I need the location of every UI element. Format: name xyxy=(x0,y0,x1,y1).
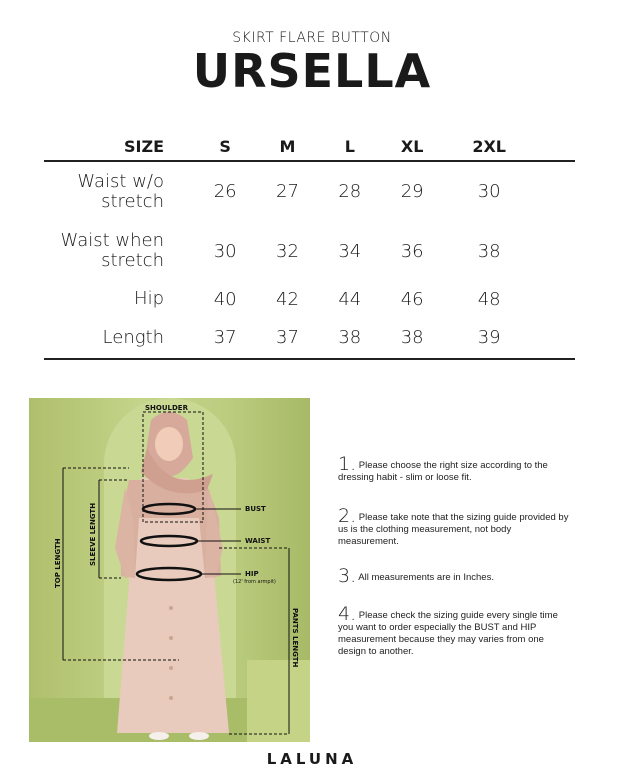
table-cell: 44 xyxy=(338,288,362,310)
brand-logo-text: LALUNA xyxy=(266,750,358,768)
table-row xyxy=(44,161,575,221)
table-row xyxy=(44,281,575,317)
table-cell: 26 xyxy=(213,181,237,202)
row-label: Waist when stretch xyxy=(60,230,164,271)
model-measurement-photo xyxy=(29,398,310,742)
table-spacer xyxy=(535,161,575,221)
product-subtitle: SKIRT FLARE BUTTON xyxy=(232,30,392,46)
table-cell: 37 xyxy=(194,317,256,359)
row-label: Length xyxy=(44,317,194,359)
pants-length-label: PANTS LENGTH xyxy=(291,608,299,668)
table-spacer xyxy=(535,281,575,317)
table-cell: 46 xyxy=(400,288,424,310)
table-cell: 39 xyxy=(443,317,535,359)
table-cell: 29 xyxy=(400,181,424,202)
table-row xyxy=(44,317,575,359)
size-chart-table xyxy=(44,133,575,360)
table-cell: 27 xyxy=(276,181,299,202)
note-item: 3. All measurements are in Inches. xyxy=(338,565,494,587)
table-cell: 38 xyxy=(477,240,501,262)
table-cell: 48 xyxy=(477,288,501,310)
table-cell: 32 xyxy=(276,240,299,262)
hip-note: (12' from armpit) xyxy=(233,579,276,585)
product-title: URSELLA xyxy=(192,44,432,98)
size-header-row xyxy=(44,133,575,161)
size-header-m: M xyxy=(256,133,318,161)
note-item: 4. Please check the sizing guide every single time you want to order especially the BUST and HIP measurement because they may varies from one design to another. xyxy=(338,603,558,657)
table-cell: 30 xyxy=(477,181,501,202)
size-header-s: S xyxy=(194,133,256,161)
note-item: 1. Please choose the right size according to the dressing habit - slim or loose fit. xyxy=(338,453,548,483)
size-header-2xl: 2XL xyxy=(443,133,535,161)
table-cell: 28 xyxy=(338,181,362,202)
table-row xyxy=(44,221,575,281)
hip-label: HIP xyxy=(245,570,259,578)
table-cell: 36 xyxy=(400,240,424,262)
table-cell: 30 xyxy=(213,240,237,262)
top-length-label: TOP LENGTH xyxy=(54,538,62,588)
table-cell: 42 xyxy=(276,288,299,310)
size-header-l: L xyxy=(319,133,381,161)
table-cell: 38 xyxy=(319,317,381,359)
shoulder-label: SHOULDER xyxy=(145,404,188,412)
note-item: 2. Please take note that the sizing guide provided by us is the clothing measurement, not body measurement. xyxy=(338,505,569,547)
row-label: Hip xyxy=(134,288,164,309)
size-header-spacer xyxy=(535,133,575,161)
table-cell: 37 xyxy=(256,317,318,359)
table-cell: 34 xyxy=(338,240,362,262)
size-header-xl: XL xyxy=(381,133,443,161)
table-spacer xyxy=(535,317,575,359)
model-figure xyxy=(29,398,310,742)
table-spacer xyxy=(535,221,575,281)
sleeve-length-label: SLEEVE LENGTH xyxy=(89,502,97,566)
table-cell: 38 xyxy=(381,317,443,359)
waist-label: WAIST xyxy=(245,537,271,545)
table-cell: 40 xyxy=(213,288,237,310)
bust-label: BUST xyxy=(245,505,266,513)
row-label: Waist w/o stretch xyxy=(77,170,164,212)
size-header-label: SIZE xyxy=(44,133,194,161)
